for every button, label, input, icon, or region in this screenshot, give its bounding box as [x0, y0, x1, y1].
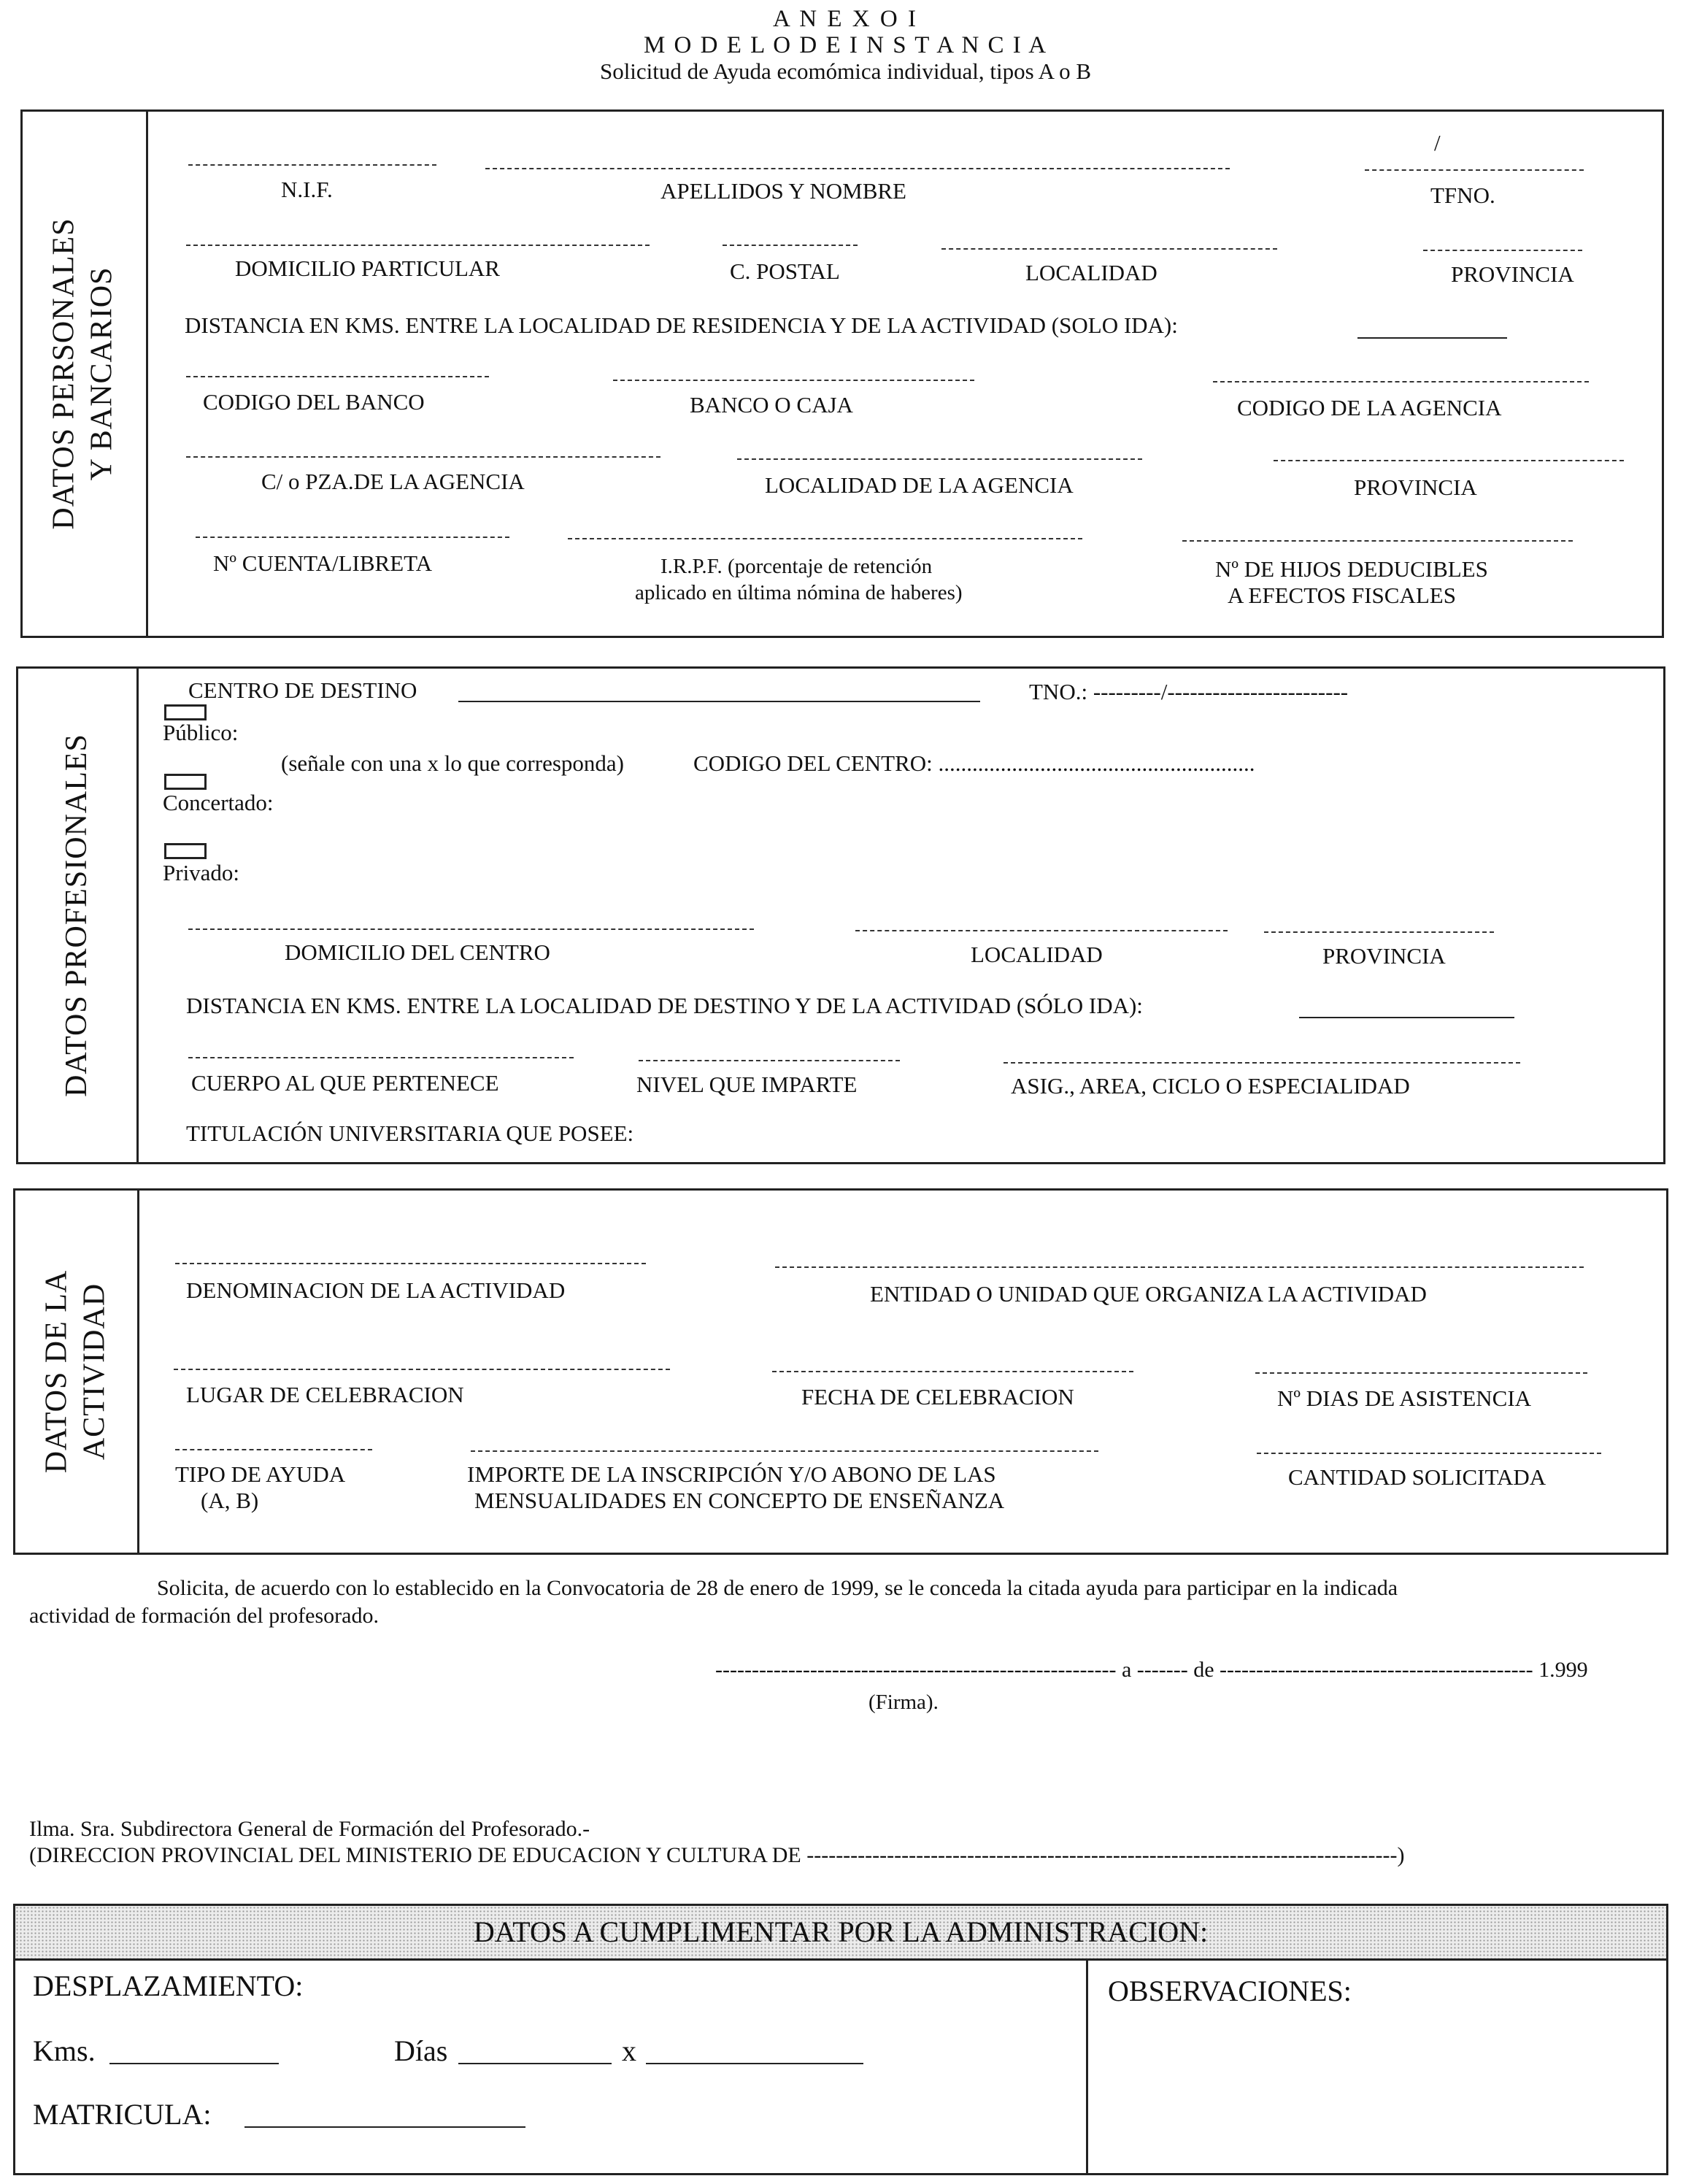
- concerted-checkbox[interactable]: [164, 774, 207, 790]
- residence-distance-field[interactable]: [1357, 337, 1507, 339]
- date-field[interactable]: [772, 1371, 1133, 1372]
- destination-center-label: CENTRO DE DESTINO: [188, 677, 417, 703]
- bank-code-field[interactable]: [186, 376, 489, 377]
- addressee-line1: Ilma. Sra. Subdirectora General de Formación del Profesorado.-: [29, 1817, 590, 1841]
- public-checkbox[interactable]: [164, 704, 207, 720]
- children-field[interactable]: [1182, 540, 1573, 542]
- section-divider: [137, 1188, 139, 1555]
- residence-distance-label: DISTANCIA EN KMS. ENTRE LA LOCALIDAD DE RESIDENCIA Y DE LA ACTIVIDAD (SOLO IDA):: [185, 312, 1178, 338]
- signature-label: (Firma).: [868, 1691, 939, 1714]
- postal-code-label: C. POSTAL: [730, 258, 840, 284]
- organizer-field[interactable]: [775, 1266, 1584, 1268]
- section-divider: [146, 109, 148, 638]
- nif-field[interactable]: [188, 164, 436, 166]
- destination-distance-label: DISTANCIA EN KMS. ENTRE LA LOCALIDAD DE DESTINO Y DE LA ACTIVIDAD (SÓLO IDA):: [186, 993, 1143, 1018]
- form-title: M O D E L O D E I N S T A N C I A: [643, 32, 1048, 58]
- fee-amount-field[interactable]: [471, 1450, 1098, 1452]
- administration-title: DATOS A CUMPLIMENTAR POR LA ADMINISTRACION:: [473, 1915, 1209, 1948]
- bank-name-field[interactable]: [613, 380, 974, 381]
- aid-type-label-line1: TIPO DE AYUDA: [175, 1461, 346, 1487]
- kms-field[interactable]: [109, 2063, 279, 2064]
- irpf-label-line1: I.R.P.F. (porcentaje de retención: [660, 555, 933, 578]
- annex-title: A N E X O I: [773, 6, 918, 32]
- request-text-line1: Solicita, de acuerdo con lo establecido en la Convocatoria de 28 de enero de 1999, se le conceda la citada ayuda para participar en la indicada: [157, 1576, 1398, 1600]
- center-province-field[interactable]: [1264, 931, 1494, 933]
- private-checkbox[interactable]: [164, 843, 207, 859]
- agency-city-label: LOCALIDAD DE LA AGENCIA: [765, 472, 1074, 498]
- mark-instruction: (señale con una x lo que corresponda): [281, 750, 624, 776]
- organizer-label: ENTIDAD O UNIDAD QUE ORGANIZA LA ACTIVIDAD: [870, 1281, 1427, 1307]
- subject-label: ASIG., AREA, CICLO O ESPECIALIDAD: [1011, 1073, 1410, 1099]
- degree-label: TITULACIÓN UNIVERSITARIA QUE POSEE:: [186, 1120, 634, 1146]
- center-phone-label: TNO.: ---------/------------------------: [1029, 679, 1349, 704]
- level-field[interactable]: [639, 1060, 900, 1061]
- children-label-line1: Nº DE HIJOS DEDUCIBLES: [1215, 556, 1488, 582]
- administration-divider: [1086, 1959, 1088, 2175]
- agency-province-field[interactable]: [1274, 460, 1624, 461]
- request-text-line2: actividad de formación del profesorado.: [29, 1604, 379, 1628]
- phone-field[interactable]: [1365, 169, 1584, 171]
- requested-amount-label: CANTIDAD SOLICITADA: [1288, 1464, 1546, 1490]
- center-address-label: DOMICILIO DEL CENTRO: [285, 939, 550, 965]
- postal-code-field[interactable]: [723, 245, 858, 246]
- attendance-days-field[interactable]: [1255, 1372, 1587, 1374]
- public-label: Público:: [163, 720, 239, 745]
- section-divider: [136, 666, 139, 1164]
- addressee-line2[interactable]: (DIRECCION PROVINCIAL DEL MINISTERIO DE EDUCACION Y CULTURA DE ---------------------------------------------------------------------------------): [29, 1843, 1405, 1867]
- agency-city-field[interactable]: [737, 458, 1142, 460]
- city-label: LOCALIDAD: [1025, 260, 1157, 285]
- irpf-field[interactable]: [568, 538, 1082, 539]
- center-city-field[interactable]: [855, 930, 1228, 931]
- agency-street-field[interactable]: [186, 456, 660, 458]
- venue-label: LUGAR DE CELEBRACION: [186, 1382, 464, 1407]
- requested-amount-field[interactable]: [1257, 1453, 1601, 1454]
- observations-label: OBSERVACIONES:: [1108, 1975, 1352, 2007]
- activity-name-label: DENOMINACION DE LA ACTIVIDAD: [186, 1277, 566, 1303]
- concerted-label: Concertado:: [163, 790, 274, 815]
- kms-label: Kms.: [33, 2034, 96, 2067]
- center-city-label: LOCALIDAD: [971, 942, 1103, 967]
- enrollment-label: MATRICULA:: [33, 2098, 212, 2131]
- phone-slash: /: [1434, 130, 1441, 155]
- days-label: Días: [394, 2034, 448, 2067]
- subject-field[interactable]: [1004, 1062, 1520, 1064]
- account-label: Nº CUENTA/LIBRETA: [213, 550, 432, 576]
- rate-field[interactable]: [646, 2063, 863, 2064]
- professional-section-label: DATOS PROFESIONALES: [59, 734, 93, 1097]
- bank-code-label: CODIGO DEL BANCO: [203, 389, 425, 415]
- account-field[interactable]: [196, 537, 509, 538]
- bank-name-label: BANCO O CAJA: [690, 392, 853, 418]
- center-code-label: CODIGO DEL CENTRO: ........................................................: [693, 750, 1255, 776]
- phone-label: TFNO.: [1430, 182, 1495, 208]
- multiply-label: x: [622, 2034, 636, 2067]
- activity-section-label: DATOS DE LA ACTIVIDAD: [39, 1269, 112, 1474]
- activity-name-field[interactable]: [175, 1263, 646, 1264]
- level-label: NIVEL QUE IMPARTE: [636, 1072, 858, 1097]
- province-field[interactable]: [1423, 250, 1582, 251]
- destination-distance-field[interactable]: [1299, 1017, 1514, 1018]
- aid-type-field[interactable]: [175, 1449, 372, 1450]
- fee-label-line1: IMPORTE DE LA INSCRIPCIÓN Y/O ABONO DE LAS: [467, 1461, 996, 1487]
- place-date-line[interactable]: ------------------------------------------------------- a ------- de ------------------------------------------- 1.999: [715, 1658, 1588, 1682]
- agency-code-label: CODIGO DE LA AGENCIA: [1237, 395, 1502, 420]
- city-field[interactable]: [941, 248, 1277, 250]
- nif-label: N.I.F.: [281, 177, 333, 202]
- enrollment-field[interactable]: [244, 2126, 525, 2128]
- personal-section-label: DATOS PERSONALES Y BANCARIOS: [47, 218, 120, 530]
- address-label: DOMICILIO PARTICULAR: [235, 255, 500, 281]
- irpf-label-line2: aplicado en última nómina de haberes): [635, 581, 963, 604]
- destination-center-field[interactable]: [458, 701, 980, 702]
- body-field[interactable]: [188, 1057, 574, 1058]
- center-province-label: PROVINCIA: [1322, 943, 1446, 969]
- address-field[interactable]: [186, 245, 650, 246]
- private-label: Privado:: [163, 860, 240, 885]
- form-subtitle: Solicitud de Ayuda ecomómica individual, tipos A o B: [599, 58, 1092, 84]
- venue-field[interactable]: [174, 1369, 670, 1370]
- children-label-line2: A EFECTOS FISCALES: [1228, 582, 1456, 608]
- travel-label: DESPLAZAMIENTO:: [33, 1969, 304, 2002]
- center-address-field[interactable]: [188, 928, 754, 930]
- name-field[interactable]: [485, 168, 1230, 169]
- agency-code-field[interactable]: [1213, 381, 1589, 382]
- agency-province-label: PROVINCIA: [1354, 474, 1477, 500]
- body-label: CUERPO AL QUE PERTENECE: [191, 1070, 499, 1096]
- days-field[interactable]: [458, 2063, 612, 2064]
- aid-type-label-line2: (A, B): [201, 1488, 259, 1513]
- agency-street-label: C/ o PZA.DE LA AGENCIA: [261, 469, 525, 494]
- fee-label-line2: MENSUALIDADES EN CONCEPTO DE ENSEÑANZA: [474, 1488, 1005, 1513]
- observations-field[interactable]: [1089, 2015, 1665, 2172]
- date-label: FECHA DE CELEBRACION: [801, 1384, 1074, 1410]
- attendance-days-label: Nº DIAS DE ASISTENCIA: [1277, 1385, 1532, 1411]
- province-label: PROVINCIA: [1451, 261, 1574, 287]
- name-label: APELLIDOS Y NOMBRE: [660, 178, 906, 204]
